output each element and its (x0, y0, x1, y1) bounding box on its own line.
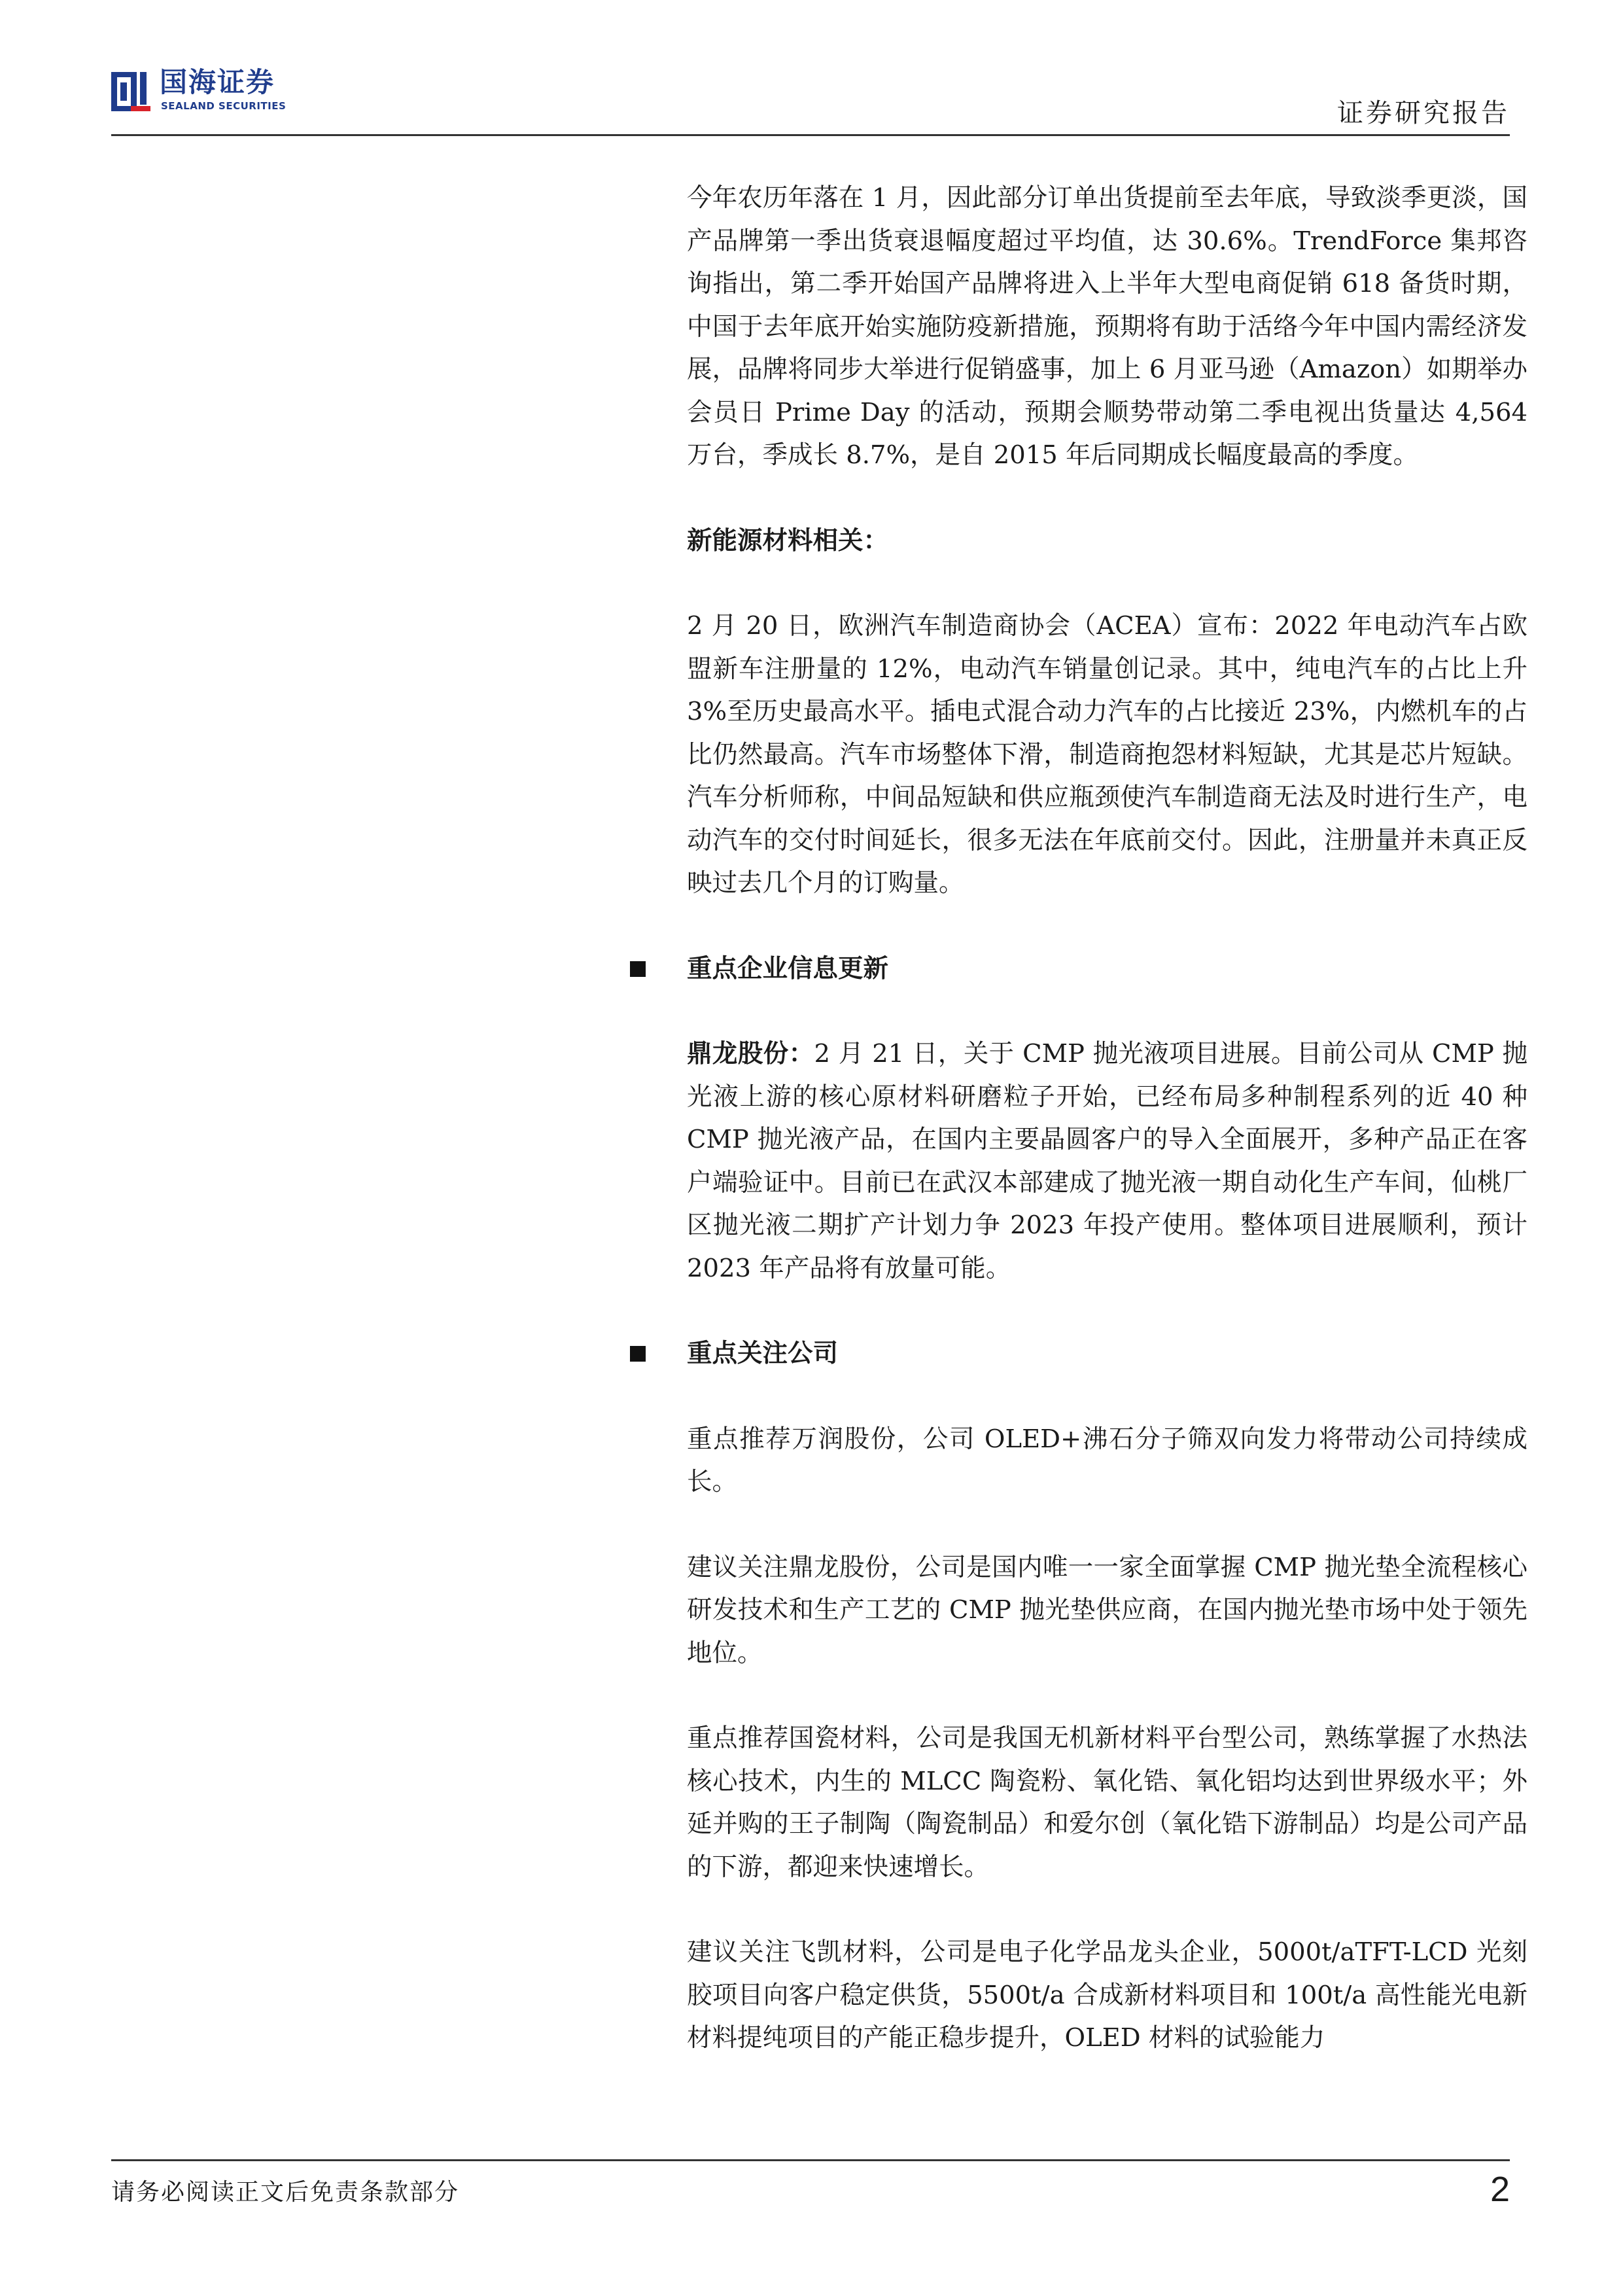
logo-english-name: SEALAND SECURITIES (161, 100, 287, 112)
page-number: 2 (1490, 2170, 1510, 2209)
square-bullet-icon (630, 1346, 646, 1362)
tv-shipment-paragraph: 今年农历年落在 1 月，因此部分订单出货提前至去年底，导致淡季更淡，国产品牌第一季出货衰退幅度超过平均值，达 30.6%。TrendForce 集邦咨询指出，第二季开始国产品牌将进入上半年大型电商促销 618 备货时期，中国于去年底开始实施防疫新措施，预期将有助于活络今年中国内需经济发展，品牌将同步大举进行促销盛事，加上 6 月亚马逊（Amazon）如期举办会员日 Prime Day 的活动，预期会顺势带动第二季电视出货量达 4,564 万台，季成长 8.7%，是自 2015 年后同期成长幅度最高的季度。 (687, 183, 1528, 470)
recommend-wanrun-paragraph: 重点推荐万润股份，公司 OLED+沸石分子筛双向发力将带动公司持续成长。 (687, 1424, 1527, 1496)
sealand-logo (111, 65, 288, 118)
dinglong-update-paragraph (687, 1033, 1527, 1290)
materials-subheading: 新能源材料相关： (687, 525, 889, 556)
section-title: 重点关注公司 (687, 1339, 839, 1368)
sealand-logo-mark-icon (111, 69, 150, 114)
logo-chinese-name: 国海证券 (160, 66, 275, 98)
report-type-label: 证券研究报告 (1337, 98, 1510, 128)
dinglong-update-text: 2 月 21 日，关于 CMP 抛光液项目进展。目前公司从 CMP 抛光液上游的核心原材料研磨粒子开始，已经布局多种制程系列的近 40 种 CMP 抛光液产品，在国内主要晶圆客户的导入全面展开，多种产品正在客户端验证中。目前已在武汉本部建成了抛光液一期自动化生产车间，仙桃厂区抛光液二期扩产计划力争 2023 年投产使用。整体项目进展顺利，预计 2023 年产品将有放量可能。 (687, 1039, 1527, 1283)
dinglong-lead: 鼎龙股份： (687, 1039, 814, 1069)
page-header (0, 0, 1623, 137)
section-heading-focus-companies (687, 1332, 1527, 1375)
recommend-guoci-paragraph: 重点推荐国瓷材料，公司是我国无机新材料平台型公司，熟练掌握了水热法核心技术，内生的 MLCC 陶瓷粉、氧化锆、氧化铝均达到世界级水平；外延并购的王子制陶（陶瓷制品）和爱尔创（氧化锆下游制品）均是公司产品的下游，都迎来快速增长。 (687, 1723, 1527, 1882)
recommend-feikai-paragraph: 建议关注飞凯材料，公司是电子化学品龙头企业，5000t/aTFT-LCD 光刻胶项目向客户稳定供货，5500t/a 合成新材料项目和 100t/a 高性能光电新材料提纯项目的产能正稳步提升，OLED 材料的试验能力 (687, 1937, 1527, 2053)
acea-paragraph: 2 月 20 日，欧洲汽车制造商协会（ACEA）宣布：2022 年电动汽车占欧盟新车注册量的 12%，电动汽车销量创记录。其中，纯电汽车的占比上升 3%至历史最高水平。插电式混合动力汽车的占比接近 23%，内燃机车的占比仍然最高。汽车市场整体下滑，制造商抱怨材料短缺，尤其是芯片短缺。汽车分析师称，中间品短缺和供应瓶颈使汽车制造商无法及时进行生产，电动汽车的交付时间延长，很多无法在年底前交付。因此，注册量并未真正反映过去几个月的订购量。 (687, 611, 1527, 898)
main-content (687, 177, 1527, 2060)
footer-disclaimer: 请务必阅读正文后免责条款部分 (111, 2179, 460, 2206)
square-bullet-icon (630, 961, 646, 977)
footer-divider (111, 2159, 1510, 2161)
section-heading-company-updates (687, 947, 1527, 991)
recommend-dinglong-paragraph: 建议关注鼎龙股份，公司是国内唯一一家全面掌握 CMP 抛光垫全流程核心研发技术和生产工艺的 CMP 抛光垫供应商，在国内抛光垫市场中处于领先地位。 (687, 1552, 1527, 1668)
section-title: 重点企业信息更新 (687, 953, 889, 983)
header-divider (111, 134, 1510, 136)
